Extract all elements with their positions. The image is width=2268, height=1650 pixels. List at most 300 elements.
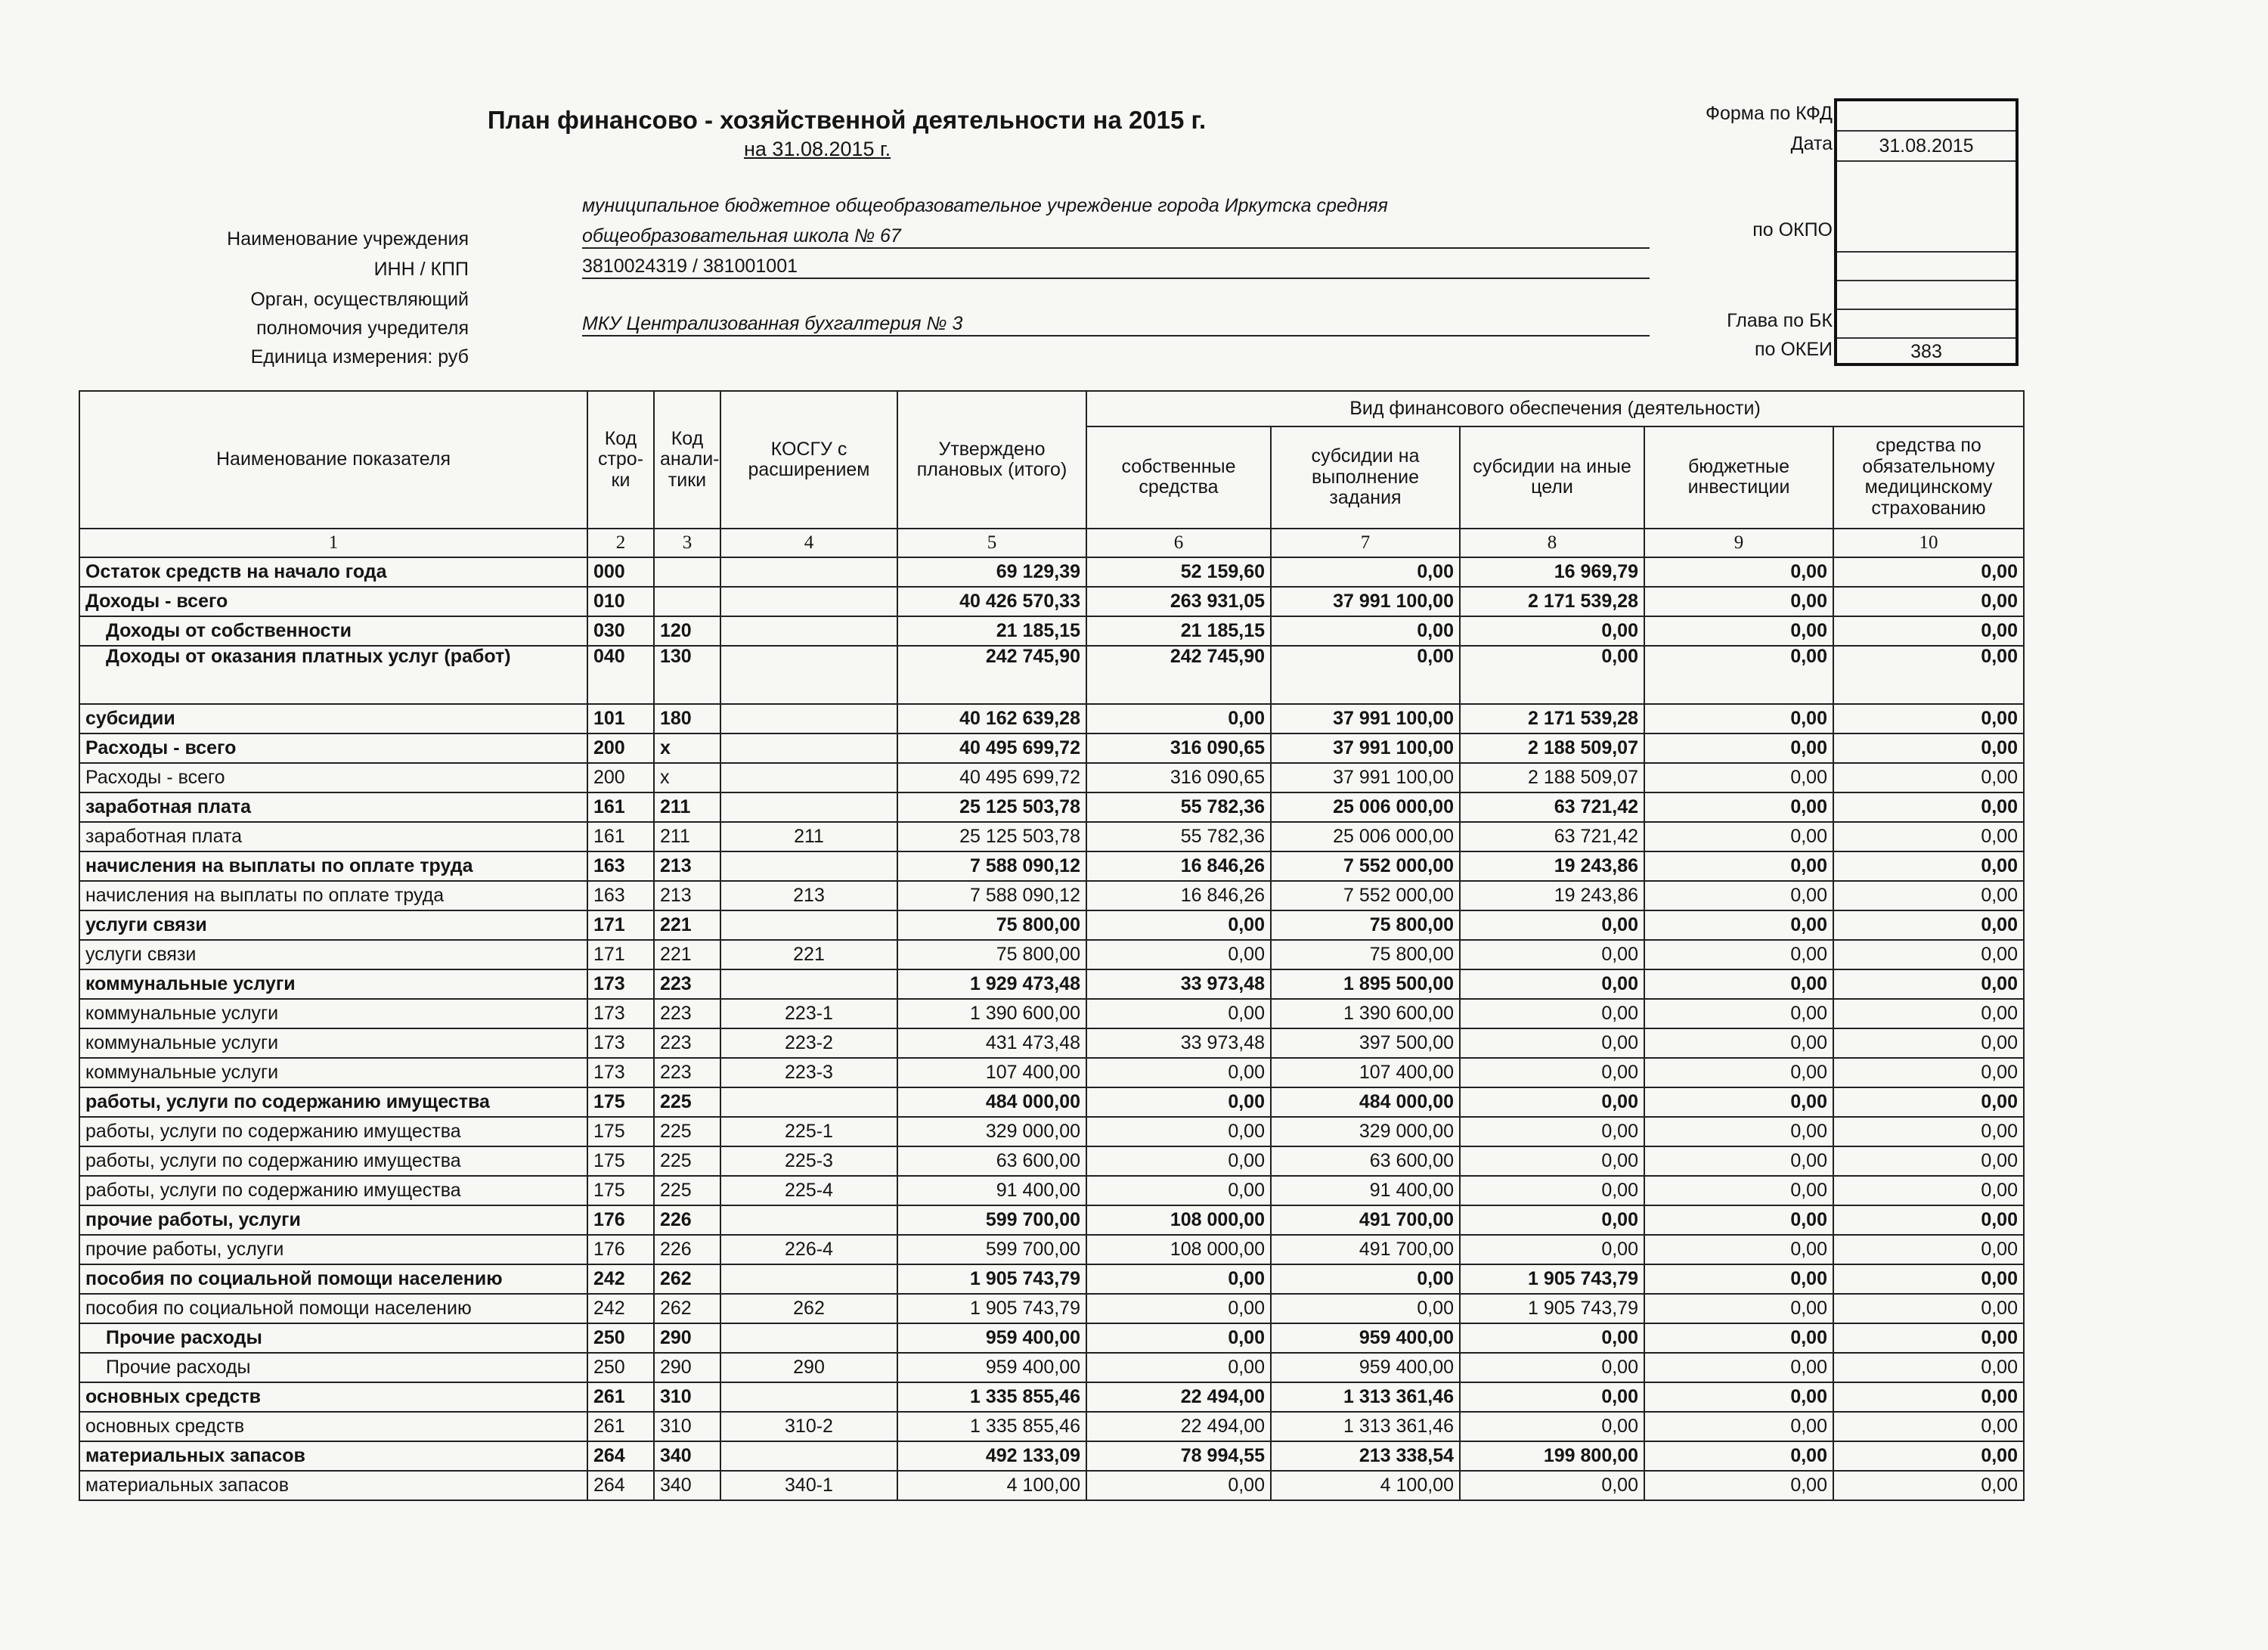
table-cell: 959 400,00 xyxy=(897,1323,1086,1353)
table-cell: коммунальные услуги xyxy=(79,969,587,999)
table-cell: 7 552 000,00 xyxy=(1271,881,1460,910)
table-cell: 0,00 xyxy=(1460,1471,1644,1500)
table-cell: 16 969,79 xyxy=(1460,557,1644,587)
table-cell: 0,00 xyxy=(1833,1176,2024,1205)
table-cell: 78 994,55 xyxy=(1086,1441,1271,1471)
table-cell: заработная плата xyxy=(79,822,587,851)
table-cell: 7 552 000,00 xyxy=(1271,851,1460,881)
table-cell xyxy=(720,1264,897,1294)
table-cell: 180 xyxy=(654,704,720,734)
table-cell: 0,00 xyxy=(1460,1087,1644,1117)
table-cell: 0,00 xyxy=(1644,969,1833,999)
table-cell: 1 905 743,79 xyxy=(897,1294,1086,1323)
table-cell: 107 400,00 xyxy=(897,1058,1086,1087)
table-cell: 1 895 500,00 xyxy=(1271,969,1460,999)
table-cell: 16 846,26 xyxy=(1086,881,1271,910)
table-cell: 226-4 xyxy=(720,1235,897,1264)
table-cell: 310 xyxy=(654,1412,720,1441)
table-cell: 4 100,00 xyxy=(897,1471,1086,1500)
table-row xyxy=(79,1117,2024,1146)
column-header-name: Наименование показателя xyxy=(79,391,587,529)
table-cell: 0,00 xyxy=(1833,910,2024,940)
table-cell: работы, услуги по содержанию имущества xyxy=(79,1176,587,1205)
column-number: 2 xyxy=(587,529,654,557)
table-row xyxy=(79,1382,2024,1412)
table-cell: 290 xyxy=(654,1323,720,1353)
table-cell: 0,00 xyxy=(1833,851,2024,881)
table-cell: 0,00 xyxy=(1086,1294,1271,1323)
table-cell: 0,00 xyxy=(1644,1117,1833,1146)
table-cell: 0,00 xyxy=(1644,734,1833,763)
table-cell: начисления на выплаты по оплате труда xyxy=(79,851,587,881)
table-cell: 223 xyxy=(654,999,720,1028)
table-cell: 52 159,60 xyxy=(1086,557,1271,587)
table-cell: 959 400,00 xyxy=(1271,1323,1460,1353)
table-cell: 213 338,54 xyxy=(1271,1441,1460,1471)
table-cell: 33 973,48 xyxy=(1086,969,1271,999)
table-cell: 0,00 xyxy=(1271,1264,1460,1294)
table-cell: коммунальные услуги xyxy=(79,1028,587,1058)
table-cell: 21 185,15 xyxy=(1086,616,1271,646)
table-cell: 223 xyxy=(654,1028,720,1058)
table-cell: 0,00 xyxy=(1644,1412,1833,1441)
table-row xyxy=(79,851,2024,881)
table-cell: 213 xyxy=(654,851,720,881)
table-cell xyxy=(720,704,897,734)
table-cell: 91 400,00 xyxy=(897,1176,1086,1205)
table-cell: 0,00 xyxy=(1833,1058,2024,1087)
table-row xyxy=(79,587,2024,616)
table-cell: 0,00 xyxy=(1460,1323,1644,1353)
table-cell: 0,00 xyxy=(1833,822,2024,851)
table-cell: Остаток средств на начало года xyxy=(79,557,587,587)
table-cell: 0,00 xyxy=(1833,734,2024,763)
table-cell: 261 xyxy=(587,1412,654,1441)
table-row xyxy=(79,1471,2024,1500)
table-cell: 0,00 xyxy=(1460,1353,1644,1382)
table-cell: 225-1 xyxy=(720,1117,897,1146)
table-cell: Доходы - всего xyxy=(79,587,587,616)
column-number-row xyxy=(79,529,2024,557)
table-cell: 120 xyxy=(654,616,720,646)
table-cell: 1 390 600,00 xyxy=(897,999,1086,1028)
table-row xyxy=(79,1146,2024,1176)
table-cell: 491 700,00 xyxy=(1271,1205,1460,1235)
table-cell: 491 700,00 xyxy=(1271,1235,1460,1264)
table-cell: 223 xyxy=(654,1058,720,1087)
table-cell: 75 800,00 xyxy=(897,910,1086,940)
table-cell: 0,00 xyxy=(1833,1471,2024,1500)
table-row xyxy=(79,734,2024,763)
table-cell: 2 171 539,28 xyxy=(1460,587,1644,616)
table-cell: 16 846,26 xyxy=(1086,851,1271,881)
table-row xyxy=(79,704,2024,734)
table-cell: 0,00 xyxy=(1833,999,2024,1028)
table-cell: 0,00 xyxy=(1644,1205,1833,1235)
table-cell: 0,00 xyxy=(1833,1235,2024,1264)
table-cell: 175 xyxy=(587,1146,654,1176)
table-cell: 0,00 xyxy=(1086,1058,1271,1087)
table-cell: 959 400,00 xyxy=(1271,1353,1460,1382)
table-cell: 0,00 xyxy=(1460,1058,1644,1087)
glava-cell xyxy=(1837,310,2015,339)
table-cell: 0,00 xyxy=(1086,910,1271,940)
column-number: 5 xyxy=(897,529,1086,557)
table-cell: 0,00 xyxy=(1460,1382,1644,1412)
financial-plan-table xyxy=(79,390,2025,1501)
table-cell: 599 700,00 xyxy=(897,1235,1086,1264)
table-cell: 0,00 xyxy=(1644,1264,1833,1294)
table-cell: 163 xyxy=(587,881,654,910)
table-cell: 226 xyxy=(654,1235,720,1264)
table-cell: 37 991 100,00 xyxy=(1271,704,1460,734)
table-cell: коммунальные услуги xyxy=(79,999,587,1028)
table-cell: 225 xyxy=(654,1087,720,1117)
table-cell: 0,00 xyxy=(1833,1205,2024,1235)
table-cell: 030 xyxy=(587,616,654,646)
table-cell: 0,00 xyxy=(1833,704,2024,734)
table-cell: 91 400,00 xyxy=(1271,1176,1460,1205)
table-cell: 176 xyxy=(587,1205,654,1235)
table-cell: 040 xyxy=(587,646,654,704)
table-cell: 37 991 100,00 xyxy=(1271,763,1460,792)
form-code-label: Форма по КФД xyxy=(1705,103,1833,124)
column-header-approved-total: Утверждено плановых (итого) xyxy=(897,391,1086,529)
table-cell xyxy=(720,1323,897,1353)
authority-label-1: Орган, осуществляющий xyxy=(250,289,469,310)
table-cell: 63 600,00 xyxy=(1271,1146,1460,1176)
table-cell: 0,00 xyxy=(1833,1028,2024,1058)
blank-cell-2 xyxy=(1837,281,2015,310)
glava-label: Глава по БК xyxy=(1727,310,1833,331)
table-cell xyxy=(720,851,897,881)
table-cell: х xyxy=(654,763,720,792)
table-cell: 0,00 xyxy=(1644,940,1833,969)
table-cell: 0,00 xyxy=(1833,1412,2024,1441)
table-cell: 171 xyxy=(587,910,654,940)
table-cell: 211 xyxy=(654,792,720,822)
table-cell: 40 162 639,28 xyxy=(897,704,1086,734)
table-cell: заработная плата xyxy=(79,792,587,822)
column-header-line-code: Код стро- ки xyxy=(587,391,654,529)
table-row xyxy=(79,1087,2024,1117)
table-cell: 0,00 xyxy=(1833,1294,2024,1323)
table-cell: 329 000,00 xyxy=(1271,1117,1460,1146)
table-cell: Прочие расходы xyxy=(79,1353,587,1382)
table-row xyxy=(79,999,2024,1028)
table-cell xyxy=(720,1441,897,1471)
table-cell: 130 xyxy=(654,646,720,704)
table-cell: 199 800,00 xyxy=(1460,1441,1644,1471)
table-cell: 25 006 000,00 xyxy=(1271,792,1460,822)
table-cell: 223-2 xyxy=(720,1028,897,1058)
table-cell: 40 495 699,72 xyxy=(897,763,1086,792)
table-cell: 75 800,00 xyxy=(897,940,1086,969)
table-cell: 0,00 xyxy=(1086,999,1271,1028)
table-cell: 75 800,00 xyxy=(1271,910,1460,940)
table-cell: материальных запасов xyxy=(79,1441,587,1471)
table-cell: 221 xyxy=(654,940,720,969)
table-cell: 340 xyxy=(654,1441,720,1471)
table-cell: 0,00 xyxy=(1460,969,1644,999)
table-cell: начисления на выплаты по оплате труда xyxy=(79,881,587,910)
column-header-budget-investment: бюджетные инвестиции xyxy=(1644,426,1833,529)
table-cell: 176 xyxy=(587,1235,654,1264)
table-cell: 2 171 539,28 xyxy=(1460,704,1644,734)
table-cell: 33 973,48 xyxy=(1086,1028,1271,1058)
table-cell: 261 xyxy=(587,1382,654,1412)
table-cell: 0,00 xyxy=(1644,1294,1833,1323)
table-cell: 22 494,00 xyxy=(1086,1412,1271,1441)
table-cell: 0,00 xyxy=(1271,616,1460,646)
inn-label: ИНН / КПП xyxy=(373,259,469,280)
table-cell: 0,00 xyxy=(1271,646,1460,704)
table-row xyxy=(79,1205,2024,1235)
table-cell: 0,00 xyxy=(1086,1323,1271,1353)
table-cell: 213 xyxy=(654,881,720,910)
table-cell: 0,00 xyxy=(1644,792,1833,822)
table-cell: 0,00 xyxy=(1271,557,1460,587)
table-cell: 0,00 xyxy=(1833,940,2024,969)
table-cell: 1 929 473,48 xyxy=(897,969,1086,999)
column-header-own-funds: собственные средства xyxy=(1086,426,1271,529)
table-cell: 40 495 699,72 xyxy=(897,734,1086,763)
table-cell: 0,00 xyxy=(1460,940,1644,969)
table-cell: 107 400,00 xyxy=(1271,1058,1460,1087)
table-cell: 1 390 600,00 xyxy=(1271,999,1460,1028)
table-cell: 25 006 000,00 xyxy=(1271,822,1460,851)
table-row xyxy=(79,1264,2024,1294)
table-cell: материальных запасов xyxy=(79,1471,587,1500)
institution-label: Наименование учреждения xyxy=(227,228,469,250)
column-group-header: Вид финансового обеспечения (деятельности) xyxy=(1086,391,2024,426)
table-cell: прочие работы, услуги xyxy=(79,1235,587,1264)
table-cell: 0,00 xyxy=(1644,1235,1833,1264)
table-cell: 0,00 xyxy=(1833,557,2024,587)
table-cell: 0,00 xyxy=(1644,851,1833,881)
table-cell: 0,00 xyxy=(1460,616,1644,646)
table-cell: 310 xyxy=(654,1382,720,1412)
column-header-subsidy-other: субсидии на иные цели xyxy=(1460,426,1644,529)
table-cell: 21 185,15 xyxy=(897,616,1086,646)
table-row xyxy=(79,763,2024,792)
table-body xyxy=(79,557,2024,1500)
table-cell: 63 721,42 xyxy=(1460,822,1644,851)
table-cell: 22 494,00 xyxy=(1086,1382,1271,1412)
table-row xyxy=(79,910,2024,940)
table-cell: 225 xyxy=(654,1117,720,1146)
table-cell: 0,00 xyxy=(1086,1353,1271,1382)
table-row xyxy=(79,1028,2024,1058)
table-cell: 262 xyxy=(720,1294,897,1323)
column-number: 6 xyxy=(1086,529,1271,557)
table-cell: 223-1 xyxy=(720,999,897,1028)
document-subtitle: на 31.08.2015 г. xyxy=(744,138,891,160)
column-number: 4 xyxy=(720,529,897,557)
table-cell: 223 xyxy=(654,969,720,999)
table-cell: 175 xyxy=(587,1176,654,1205)
table-row xyxy=(79,1353,2024,1382)
table-cell: основных средств xyxy=(79,1412,587,1441)
table-cell: 242 xyxy=(587,1294,654,1323)
authority-label-2: полномочия учредителя xyxy=(256,318,469,339)
table-cell xyxy=(720,1382,897,1412)
table-cell xyxy=(654,587,720,616)
table-cell: 0,00 xyxy=(1086,1471,1271,1500)
okpo-cell xyxy=(1837,162,2015,253)
unit-label: Единица измерения: руб xyxy=(250,346,469,368)
table-cell xyxy=(720,1205,897,1235)
table-cell: 25 125 503,78 xyxy=(897,792,1086,822)
table-cell: 19 243,86 xyxy=(1460,851,1644,881)
table-cell: 161 xyxy=(587,822,654,851)
table-cell: 340-1 xyxy=(720,1471,897,1500)
table-cell: 0,00 xyxy=(1460,646,1644,704)
table-cell xyxy=(720,969,897,999)
table-row xyxy=(79,1412,2024,1441)
table-cell: 1 313 361,46 xyxy=(1271,1412,1460,1441)
column-number: 10 xyxy=(1833,529,2024,557)
table-cell: 431 473,48 xyxy=(897,1028,1086,1058)
table-cell: 223-3 xyxy=(720,1058,897,1087)
table-cell: пособия по социальной помощи населению xyxy=(79,1264,587,1294)
table-cell: 0,00 xyxy=(1644,1058,1833,1087)
table-cell: 171 xyxy=(587,940,654,969)
table-cell: 0,00 xyxy=(1460,1176,1644,1205)
table-cell: 200 xyxy=(587,734,654,763)
table-cell: 7 588 090,12 xyxy=(897,851,1086,881)
table-cell: 2 188 509,07 xyxy=(1460,734,1644,763)
table-cell: 0,00 xyxy=(1833,1117,2024,1146)
table-cell: 1 335 855,46 xyxy=(897,1412,1086,1441)
table-row xyxy=(79,792,2024,822)
table-cell: 0,00 xyxy=(1644,1353,1833,1382)
table-cell: Прочие расходы xyxy=(79,1323,587,1353)
table-row xyxy=(79,616,2024,646)
table-cell: Расходы - всего xyxy=(79,763,587,792)
table-cell: 340 xyxy=(654,1471,720,1500)
table-cell: 0,00 xyxy=(1833,646,2024,704)
table-cell: 263 931,05 xyxy=(1086,587,1271,616)
table-cell: 484 000,00 xyxy=(897,1087,1086,1117)
table-row xyxy=(79,940,2024,969)
table-cell: 25 125 503,78 xyxy=(897,822,1086,851)
table-cell: 108 000,00 xyxy=(1086,1235,1271,1264)
table-cell: 173 xyxy=(587,1028,654,1058)
table-cell: 101 xyxy=(587,704,654,734)
okpo-label: по ОКПО xyxy=(1752,219,1833,240)
table-cell: Доходы от оказания платных услуг (работ) xyxy=(79,646,587,704)
table-cell: 397 500,00 xyxy=(1271,1028,1460,1058)
column-header-analytic-code: Код анали- тики xyxy=(654,391,720,529)
table-cell: 226 xyxy=(654,1205,720,1235)
table-cell: 0,00 xyxy=(1644,587,1833,616)
table-cell xyxy=(720,557,897,587)
institution-value-line1: муниципальное бюджетное общеобразовательное учреждение города Иркутска средняя xyxy=(582,195,1388,216)
table-cell: 492 133,09 xyxy=(897,1441,1086,1471)
table-cell: 211 xyxy=(720,822,897,851)
table-cell: 0,00 xyxy=(1271,1294,1460,1323)
table-cell: 37 991 100,00 xyxy=(1271,734,1460,763)
table-cell: 0,00 xyxy=(1644,557,1833,587)
table-cell: работы, услуги по содержанию имущества xyxy=(79,1087,587,1117)
table-cell: 316 090,65 xyxy=(1086,763,1271,792)
table-cell xyxy=(720,792,897,822)
code-box xyxy=(1834,98,2019,366)
table-cell: 0,00 xyxy=(1644,1382,1833,1412)
table-cell xyxy=(720,646,897,704)
table-cell: 329 000,00 xyxy=(897,1117,1086,1146)
table-cell: 0,00 xyxy=(1460,1117,1644,1146)
table-cell: 1 905 743,79 xyxy=(897,1264,1086,1294)
table-cell: 242 745,90 xyxy=(897,646,1086,704)
table-cell xyxy=(720,734,897,763)
table-cell: 225-4 xyxy=(720,1176,897,1205)
table-cell: 010 xyxy=(587,587,654,616)
table-cell: 262 xyxy=(654,1264,720,1294)
table-cell: 0,00 xyxy=(1833,763,2024,792)
table-cell: 0,00 xyxy=(1833,1264,2024,1294)
table-cell: субсидии xyxy=(79,704,587,734)
table-row xyxy=(79,881,2024,910)
authority-value: МКУ Централизованная бухгалтерия № 3 xyxy=(582,313,1650,337)
column-header-subsidy-task: субсидии на выполнение задания xyxy=(1271,426,1460,529)
table-cell: 0,00 xyxy=(1086,1146,1271,1176)
table-cell: 0,00 xyxy=(1644,1471,1833,1500)
table-cell: работы, услуги по содержанию имущества xyxy=(79,1146,587,1176)
table-cell: 290 xyxy=(720,1353,897,1382)
table-cell: 1 335 855,46 xyxy=(897,1382,1086,1412)
table-cell: 173 xyxy=(587,1058,654,1087)
table-cell: 1 905 743,79 xyxy=(1460,1294,1644,1323)
table-cell: 290 xyxy=(654,1353,720,1382)
table-cell: 262 xyxy=(654,1294,720,1323)
table-row xyxy=(79,822,2024,851)
table-cell: 0,00 xyxy=(1833,969,2024,999)
institution-value-line2: общеобразовательная школа № 67 xyxy=(582,225,1650,249)
table-cell: коммунальные услуги xyxy=(79,1058,587,1087)
column-number: 9 xyxy=(1644,529,1833,557)
table-cell: 7 588 090,12 xyxy=(897,881,1086,910)
table-cell: 0,00 xyxy=(1833,587,2024,616)
form-code-cell xyxy=(1837,101,2015,132)
column-number: 3 xyxy=(654,529,720,557)
table-cell: 40 426 570,33 xyxy=(897,587,1086,616)
inn-value: 3810024319 / 381001001 xyxy=(582,256,1650,279)
table-cell: 264 xyxy=(587,1441,654,1471)
table-cell: 0,00 xyxy=(1644,763,1833,792)
table-cell: услуги связи xyxy=(79,910,587,940)
table-cell: 0,00 xyxy=(1460,1146,1644,1176)
table-cell: 959 400,00 xyxy=(897,1353,1086,1382)
table-cell: 0,00 xyxy=(1644,1028,1833,1058)
table-cell xyxy=(720,763,897,792)
table-cell: 161 xyxy=(587,792,654,822)
table-cell: 0,00 xyxy=(1644,646,1833,704)
table-cell: 55 782,36 xyxy=(1086,822,1271,851)
table-cell: 0,00 xyxy=(1460,999,1644,1028)
date-cell: 31.08.2015 xyxy=(1837,132,2015,162)
table-cell xyxy=(720,616,897,646)
column-number: 8 xyxy=(1460,529,1644,557)
table-cell: 310-2 xyxy=(720,1412,897,1441)
table-cell: 264 xyxy=(587,1471,654,1500)
table-cell: прочие работы, услуги xyxy=(79,1205,587,1235)
table-cell xyxy=(720,1087,897,1117)
table-cell: 0,00 xyxy=(1460,1205,1644,1235)
table-cell: 200 xyxy=(587,763,654,792)
column-number: 7 xyxy=(1271,529,1460,557)
